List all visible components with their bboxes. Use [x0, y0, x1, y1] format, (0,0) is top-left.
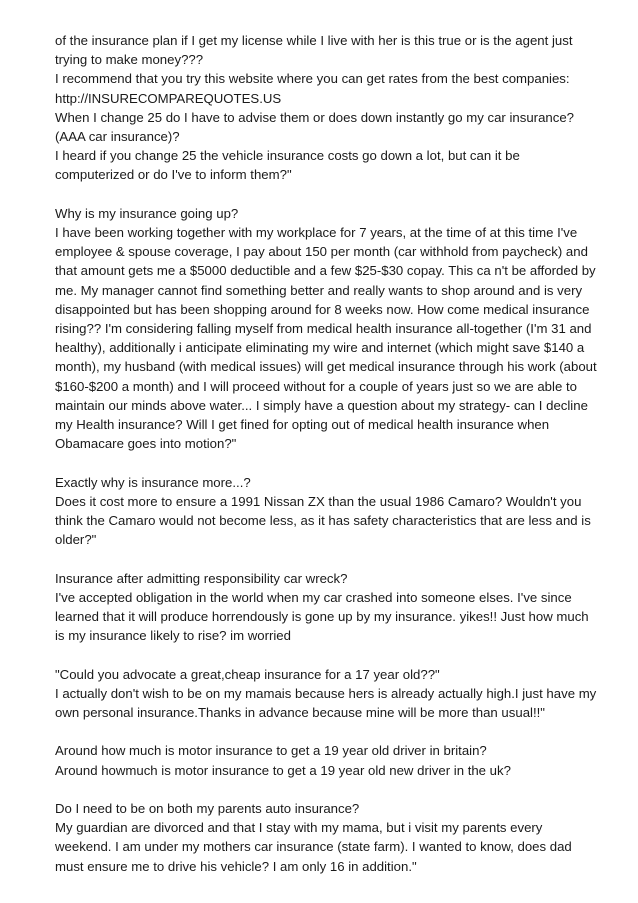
paragraph-line: learned that it will produce horrendously is gone up by my insurance. yikes!! Just how much	[55, 609, 589, 625]
paragraph-line: weekend. I am under my mothers car insurance (state farm). I wanted to know, does dad	[55, 839, 572, 855]
paragraph-line: own personal insurance.Thanks in advance because mine will be more than usual!!"	[55, 705, 545, 721]
paragraph	[55, 569, 595, 646]
paragraph-line: Does it cost more to ensure a 1991 Nissan ZX than the usual 1986 Camaro? Wouldn't you	[55, 493, 582, 509]
paragraph-line: My guardian are divorced and that I stay with my mama, but i visit my parents every	[55, 820, 543, 836]
paragraph-line: I have been working together with my workplace for 7 years, at the time of at this time I've	[55, 225, 578, 241]
paragraph	[55, 799, 595, 876]
paragraph-first-line: "Could you advocate a great,cheap insurance for a 17 year old??"	[55, 666, 440, 682]
paragraph-first-line: Insurance after admitting responsibility car wreck?	[55, 570, 348, 586]
paragraph-first-line: Around how much is motor insurance to get a 19 year old driver in britain?	[55, 743, 487, 759]
paragraph	[55, 741, 595, 779]
paragraph-line: http://INSURECOMPAREQUOTES.US	[55, 90, 282, 106]
paragraph-line: must ensure me to drive his vehicle? I am only 16 in addition."	[55, 858, 417, 874]
paragraph	[55, 473, 595, 550]
paragraph-line: I've accepted obligation in the world when my car crashed into someone elses. I've since	[55, 589, 572, 605]
paragraph-first-line: Exactly why is insurance more...?	[55, 474, 251, 490]
paragraph-line: trying to make money???	[55, 52, 204, 68]
paragraph-line: disappointed but has been shopping around for 8 weeks now. How come medical insurance	[55, 301, 590, 317]
paragraph-line: maintain our minds above water... I simply have a question about my strategy- can I decline	[55, 397, 588, 413]
paragraph-line: I recommend that you try this website where you can get rates from the best companies:	[55, 71, 570, 87]
paragraph-line: Obamacare goes into motion?"	[55, 436, 237, 452]
paragraph	[55, 31, 595, 185]
paragraph-line: me. My manager cannot find something better and really wants to shop around and is very	[55, 282, 583, 298]
paragraph-line: I heard if you change 25 the vehicle insurance costs go down a lot, but can it be	[55, 148, 520, 164]
paragraph-line: $160-$200 a month) and I will proceed without for a couple of years just so we are able to	[55, 378, 577, 394]
paragraph-line: rising?? I'm considering falling myself from medical health insurance all-together (I'm 31 and	[55, 321, 592, 337]
paragraph-line: healthy), additionally i anticipate eliminating my wire and internet (which might save $140 a	[55, 340, 585, 356]
paragraph	[55, 665, 595, 723]
paragraph-line: I actually don't wish to be on my mamais because hers is already actually high.I just have my	[55, 685, 597, 701]
paragraph	[55, 204, 595, 454]
paragraph-line: month), my husband (with medical issues) will get medical insurance through his work (about	[55, 359, 597, 375]
paragraph-line: think the Camaro would not become less, as it has safety characteristics that are less and is	[55, 513, 591, 529]
paragraph-line: my Health insurance? Will I get fined for opting out of medical health insurance when	[55, 417, 550, 433]
paragraph-first-line: of the insurance plan if I get my license while I live with her is this true or is the agent just	[55, 33, 573, 48]
paragraph-line: that amount gets me a $5000 deductible and a few $25-$30 copay. This ca n't be afforded by	[55, 263, 596, 279]
paragraph-line: computerized or do I've to inform them?"	[55, 167, 292, 183]
paragraph-line: When I change 25 do I have to advise them or does down instantly go my car insurance?	[55, 109, 575, 125]
paragraph-line: Around howmuch is motor insurance to get a 19 year old new driver in the uk?	[55, 762, 511, 778]
paragraph-line: is my insurance likely to rise? im worried	[55, 628, 291, 644]
document-body	[55, 31, 595, 895]
paragraph-first-line: Do I need to be on both my parents auto insurance?	[55, 801, 360, 817]
paragraph-line: employee & spouse coverage, I pay about 150 per month (car withhold from paycheck) and	[55, 244, 588, 260]
paragraph-first-line: Why is my insurance going up?	[55, 205, 239, 221]
paragraph-line: (AAA car insurance)?	[55, 129, 180, 145]
paragraph-line: older?"	[55, 532, 97, 548]
